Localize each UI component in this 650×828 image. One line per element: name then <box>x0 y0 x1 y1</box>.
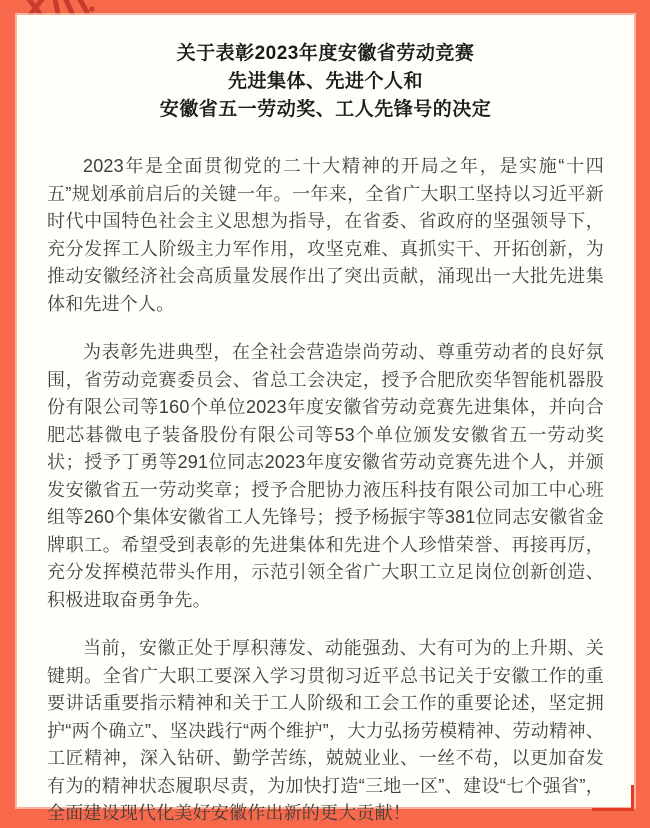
document-body <box>17 153 634 828</box>
title-line-3: 安徽省五一劳动奖、工人先锋号的决定 <box>159 99 492 120</box>
document-title <box>17 40 634 124</box>
body-paragraph-3: 当前，安徽正处于厚积薄发、动能强劲、大有可为的上升期、关键期。全省广大职工要深入学习贯彻习近平总书记关于安徽工作的重要讲话重要指示精神和关于工人阶级和工会工作的重要论述，坚定拥护“两个确立”、坚决践行“两个维护”，大力弘扬劳模精神、劳动精神、工匠精神，深入钻研、勤学苦练，兢兢业业、一丝不苟，以更加奋发有为的精神状态履职尽责，为加快打造“三地一区”、建设“七个强省”，全面建设现代化美好安徽作出新的更大贡献！ <box>47 638 604 823</box>
document-sheet <box>17 15 634 823</box>
body-paragraph-2: 为表彰先进典型，在全社会营造崇尚劳动、尊重劳动者的良好氛围，省劳动竞赛委员会、省总工会决定，授予合肥欣奕华智能机器股份有限公司等160个单位2023年度安徽省劳动竞赛先进集体，并向合肥芯碁微电子装备股份有限公司等53个单位颁发安徽省五一劳动奖状；授予丁勇等291位同志2023年度安徽省劳动竞赛先进个人，并颁发安徽省五一劳动奖章；授予合肥协力液压科技有限公司加工中心班组等260个集体安徽省工人先锋号；授予杨振宇等381位同志安徽省金牌职工。希望受到表彰的先进集体和先进个人珍惜荣誉、再接再厉，充分发挥模范带头作用，示范引领全省广大职工立足岗位创新创造、积极进取奋勇争先。 <box>47 342 604 610</box>
title-line-2: 先进集体、先进个人和 <box>227 71 423 92</box>
title-line-1: 关于表彰2023年度安徽省劳动竞赛 <box>176 43 475 64</box>
cropped-tools-ornament-icon <box>20 0 100 16</box>
corner-accent-horizontal <box>592 808 634 811</box>
body-paragraph-1: 2023年是全面贯彻党的二十大精神的开局之年，是实施“十四五”规划承前启后的关键一年。一年来，全省广大职工坚持以习近平新时代中国特色社会主义思想为指导，在省委、省政府的坚强领导下，充分发挥工人阶级主力军作用，攻坚克难、真抓实干、开拓创新，为推动安徽经济社会高质量发展作出了突出贡献，涌现出一大批先进集体和先进个人。 <box>47 156 604 314</box>
